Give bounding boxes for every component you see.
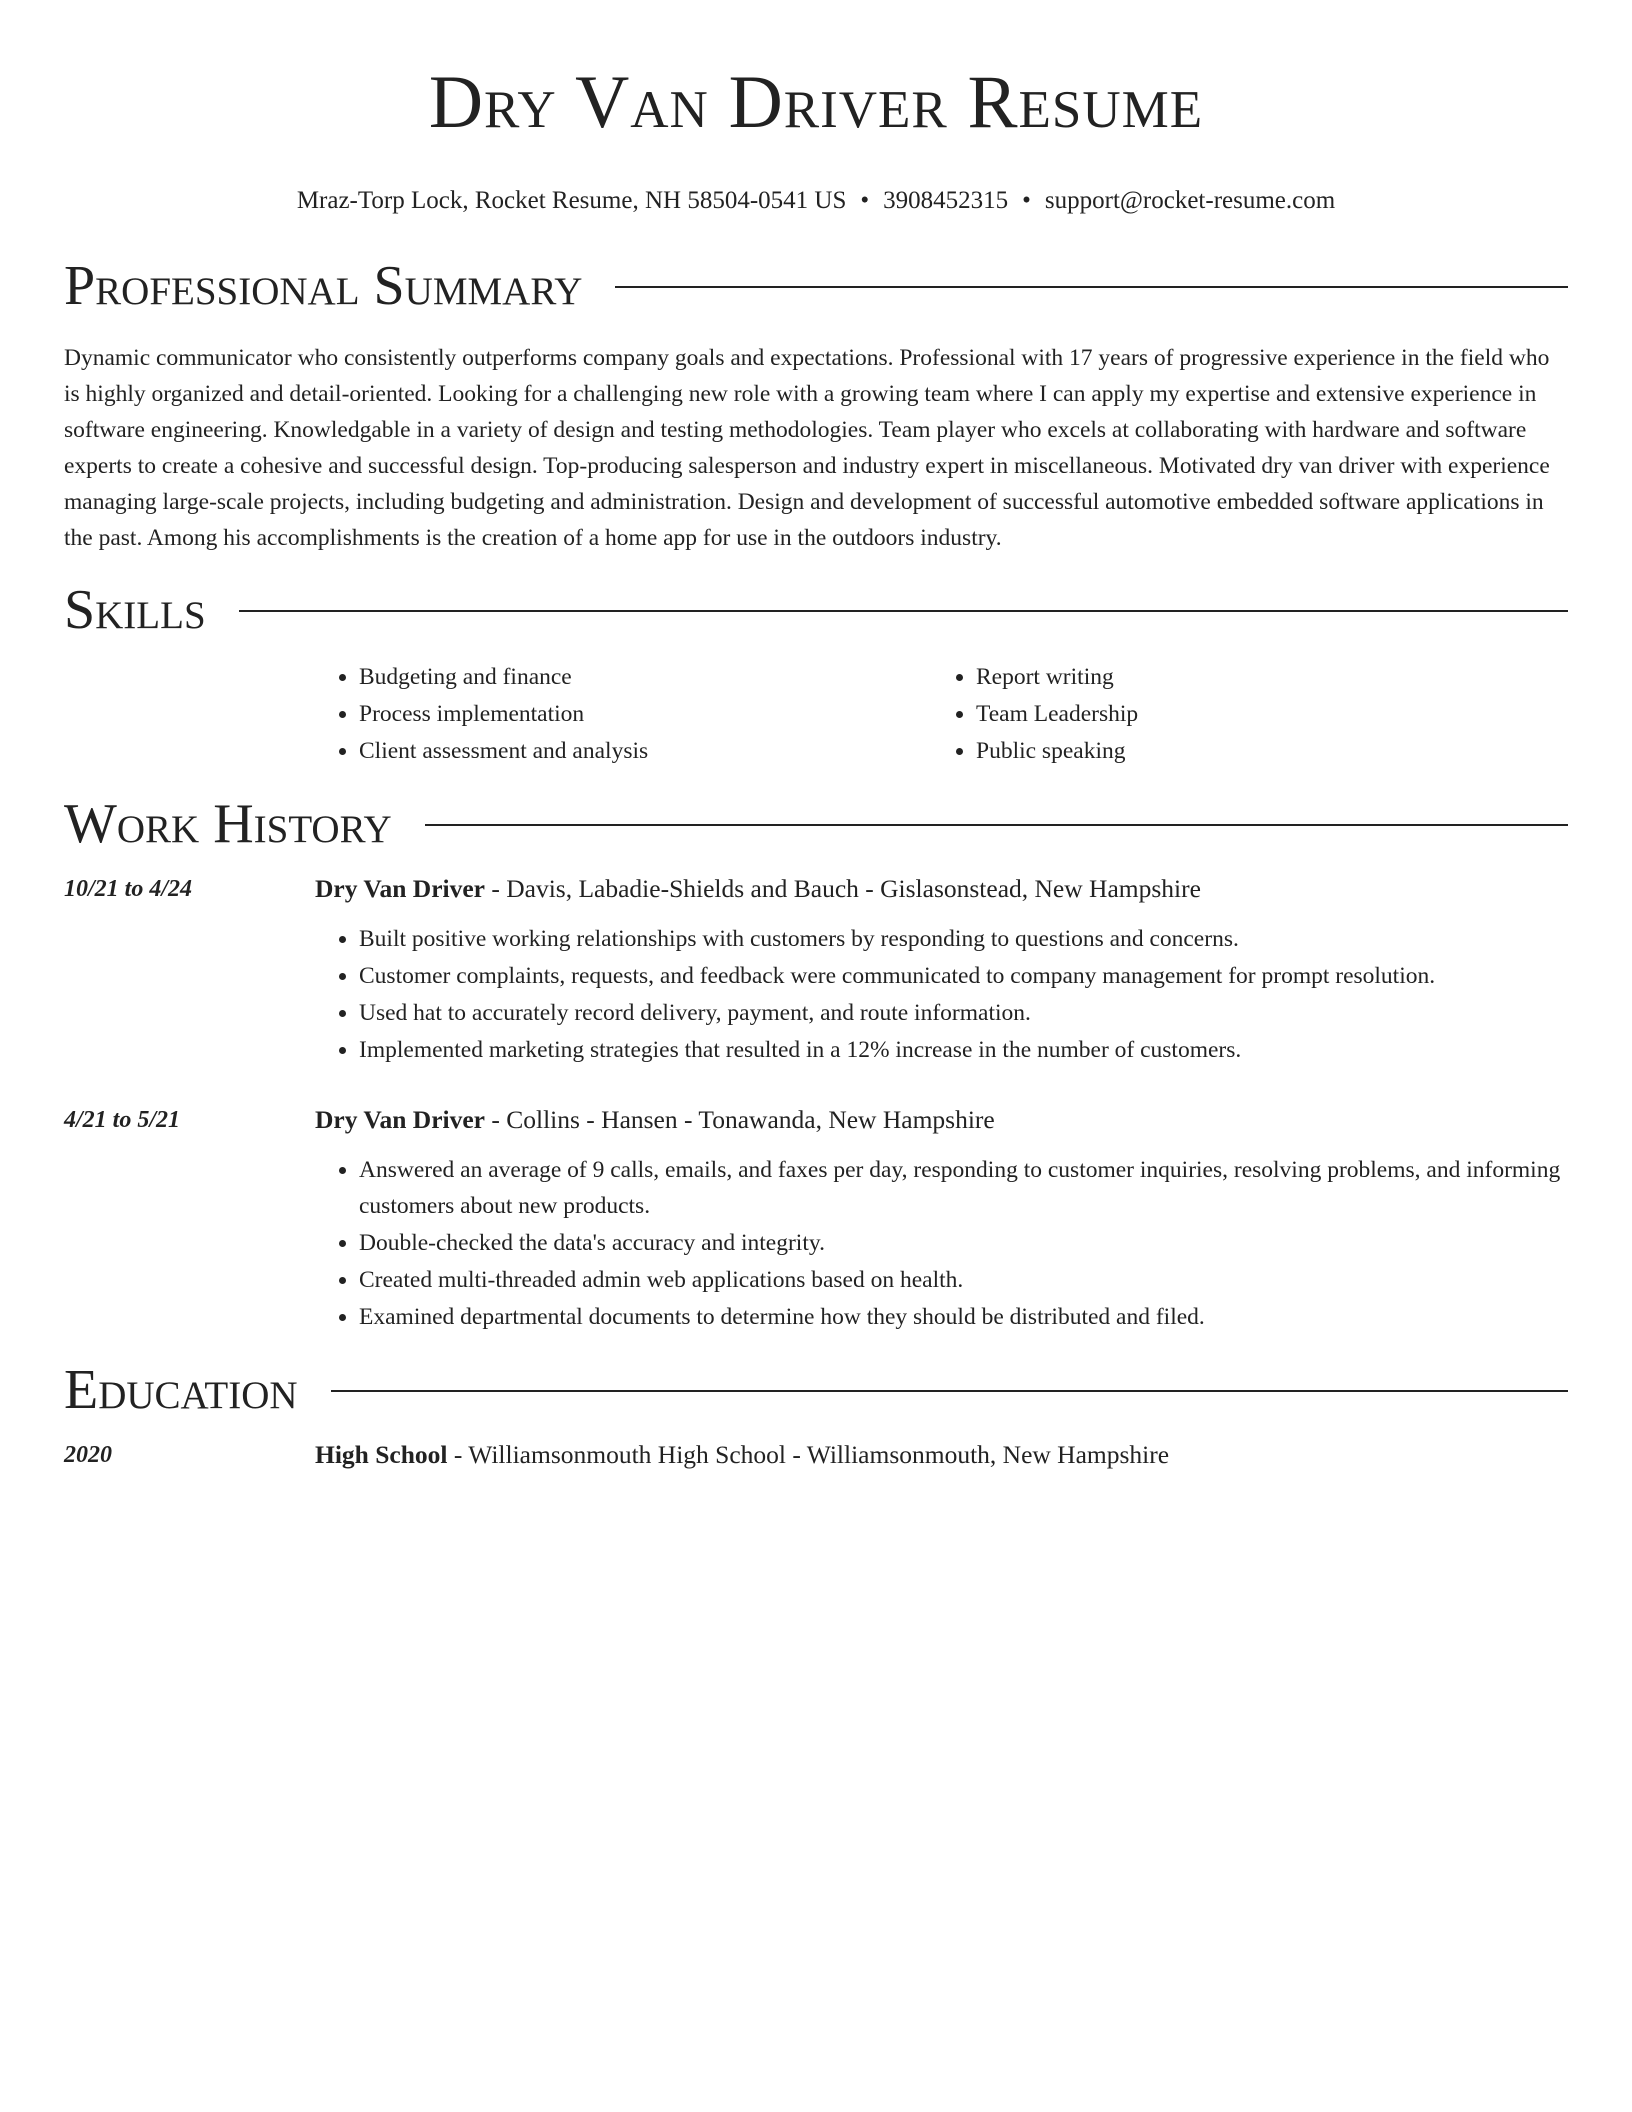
section-heading: Work History bbox=[64, 793, 392, 855]
section-divider bbox=[615, 286, 1568, 288]
job-body bbox=[315, 871, 1568, 1069]
skill-item: • Process implementation bbox=[359, 696, 932, 733]
email: support@rocket-resume.com bbox=[1044, 187, 1336, 214]
job-bullets bbox=[315, 1152, 1568, 1335]
section-heading: Education bbox=[64, 1359, 298, 1421]
job-date: 4/21 to 5/21 bbox=[64, 1107, 181, 1133]
education-entry bbox=[64, 1437, 1568, 1473]
skill-item: • Public speaking bbox=[976, 733, 1138, 770]
job-body bbox=[315, 1102, 1568, 1336]
job-entry bbox=[64, 1102, 1568, 1336]
section-divider bbox=[331, 1390, 1568, 1392]
job-date: 10/21 to 4/24 bbox=[64, 876, 193, 902]
education-degree: High School bbox=[315, 1440, 448, 1469]
section-divider bbox=[239, 610, 1568, 612]
skills-list bbox=[315, 659, 1568, 770]
job-bullet: • Implemented marketing strategies that resulted in a 12% increase in the number of customers. bbox=[359, 1032, 1568, 1068]
education-body bbox=[315, 1437, 1568, 1473]
job-bullet: • Customer complaints, requests, and feedback were communicated to company management for prompt resolution. bbox=[359, 958, 1568, 994]
job-title-line bbox=[315, 871, 1568, 907]
summary-section-header bbox=[64, 249, 1568, 323]
job-entry bbox=[64, 871, 1568, 1069]
job-bullet: • Examined departmental documents to determine how they should be distributed and filed. bbox=[359, 1299, 1568, 1335]
job-role: Dry Van Driver bbox=[315, 1105, 485, 1134]
job-title-line bbox=[315, 1102, 1568, 1138]
education-section-header bbox=[64, 1353, 1568, 1427]
job-bullet: • Double-checked the data's accuracy and integrity. bbox=[359, 1225, 1568, 1261]
skill-item: • Budgeting and finance bbox=[359, 659, 932, 696]
phone: 3908452315 bbox=[883, 187, 1009, 214]
address: Mraz-Torp Lock, Rocket Resume, NH 58504-0541 US bbox=[296, 187, 847, 214]
skills-column-left bbox=[315, 659, 932, 770]
skill-item: • Team Leadership bbox=[976, 696, 1138, 733]
education-school: - Williamsonmouth High School - Williamsonmouth, New Hampshire bbox=[447, 1440, 1170, 1469]
education-date: 2020 bbox=[64, 1442, 112, 1468]
work-section-header bbox=[64, 787, 1568, 861]
job-employer: - Davis, Labadie-Shields and Bauch - Gislasonstead, New Hampshire bbox=[484, 874, 1201, 903]
job-employer: - Collins - Hansen - Tonawanda, New Hampshire bbox=[484, 1105, 995, 1134]
section-divider bbox=[425, 824, 1568, 826]
education-line bbox=[315, 1437, 1568, 1473]
skill-item: • Report writing bbox=[976, 659, 1138, 696]
resume-title: Dry Van Driver Resume bbox=[428, 61, 1204, 144]
separator: • bbox=[1022, 187, 1031, 214]
job-bullet: • Answered an average of 9 calls, emails, and faxes per day, responding to customer inquiries, resolving problems, and informing customers about new products. bbox=[359, 1152, 1568, 1224]
skills-section-header bbox=[64, 573, 1568, 647]
job-bullet: • Created multi-threaded admin web applications based on health. bbox=[359, 1262, 1568, 1298]
contact-line bbox=[64, 186, 1568, 216]
job-bullet: • Built positive working relationships with customers by responding to questions and concerns. bbox=[359, 921, 1568, 957]
separator: • bbox=[860, 187, 870, 214]
section-heading: Skills bbox=[64, 579, 206, 641]
job-bullet: • Used hat to accurately record delivery, payment, and route information. bbox=[359, 995, 1568, 1031]
skills-column-right bbox=[932, 659, 1138, 770]
section-heading: Professional Summary bbox=[64, 255, 583, 317]
job-role: Dry Van Driver bbox=[315, 874, 485, 903]
summary-text: Dynamic communicator who consistently outperforms company goals and expectations. Professional with 17 years of progressive experience in the field who is highly organized and detail-oriented. Looking for a challenging new role with a growing team where I can apply my expertise and extensive experience in software engineering. Knowledgable in a variety of design and testing methodologies. Team player who excels at collaborating with hardware and software experts to create a cohesive and successful design. Top-producing salesperson and industry expert in miscellaneous. Motivated dry van driver with experience managing large-scale projects, including budgeting and administration. Design and development of successful automotive embedded software applications in the past. Among his accomplishments is the creation of a home app for use in the outdoors industry. bbox=[64, 345, 1550, 551]
job-bullets bbox=[315, 921, 1568, 1068]
skill-item: • Client assessment and analysis bbox=[359, 733, 932, 770]
